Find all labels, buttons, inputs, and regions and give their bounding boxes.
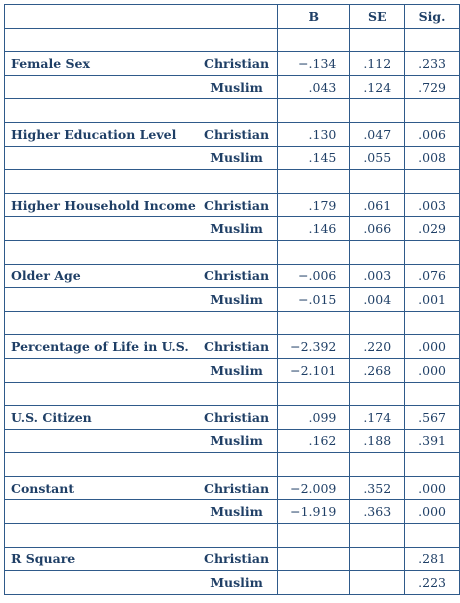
table-row xyxy=(5,571,460,595)
se-value: .061 xyxy=(350,193,405,217)
spacer-cell xyxy=(350,311,405,335)
group-label-muslim: Muslim xyxy=(196,358,278,382)
group-label-christian: Christian xyxy=(196,476,278,500)
b-value: −2.101 xyxy=(278,358,350,382)
spacer-cell-left xyxy=(5,170,278,194)
sig-value: .000 xyxy=(405,476,460,500)
spacer-row xyxy=(5,99,460,123)
variable-label-empty xyxy=(5,571,196,595)
variable-label-empty xyxy=(5,146,196,170)
spacer-cell xyxy=(350,453,405,477)
group-label-christian: Christian xyxy=(196,264,278,288)
table-row xyxy=(5,264,460,288)
sig-value: .567 xyxy=(405,406,460,430)
spacer-row xyxy=(5,453,460,477)
sig-value: .729 xyxy=(405,75,460,99)
sig-value: .000 xyxy=(405,500,460,524)
b-value: −.006 xyxy=(278,264,350,288)
spacer-row xyxy=(5,311,460,335)
spacer-cell-left xyxy=(5,524,278,548)
variable-label-empty xyxy=(5,429,196,453)
spacer-row xyxy=(5,28,460,52)
table-row xyxy=(5,217,460,241)
spacer-cell xyxy=(350,524,405,548)
group-label-muslim: Muslim xyxy=(196,146,278,170)
b-value: −1.919 xyxy=(278,500,350,524)
group-label-christian: Christian xyxy=(196,547,278,571)
spacer-cell xyxy=(278,28,350,52)
group-label-muslim: Muslim xyxy=(196,75,278,99)
variable-label: R Square xyxy=(5,547,196,571)
se-value: .047 xyxy=(350,122,405,146)
variable-label-empty xyxy=(5,217,196,241)
variable-label: Higher Education Level xyxy=(5,122,196,146)
spacer-row xyxy=(5,382,460,406)
spacer-cell xyxy=(278,524,350,548)
spacer-cell xyxy=(405,240,460,264)
se-value: .188 xyxy=(350,429,405,453)
variable-label-empty xyxy=(5,358,196,382)
spacer-cell xyxy=(405,453,460,477)
header-se: SE xyxy=(350,5,405,29)
table-row xyxy=(5,335,460,359)
spacer-cell xyxy=(278,382,350,406)
spacer-cell xyxy=(405,99,460,123)
group-label-christian: Christian xyxy=(196,52,278,76)
spacer-cell-left xyxy=(5,240,278,264)
spacer-cell-left xyxy=(5,311,278,335)
se-value: .003 xyxy=(350,264,405,288)
b-value: .179 xyxy=(278,193,350,217)
table-row xyxy=(5,406,460,430)
variable-label-empty xyxy=(5,75,196,99)
table-row xyxy=(5,547,460,571)
spacer-cell xyxy=(350,240,405,264)
regression-table-container xyxy=(4,4,460,595)
spacer-cell-left xyxy=(5,28,278,52)
sig-value: .000 xyxy=(405,358,460,382)
table-row xyxy=(5,476,460,500)
se-value: .174 xyxy=(350,406,405,430)
sig-value: .281 xyxy=(405,547,460,571)
sig-value: .006 xyxy=(405,122,460,146)
b-value: .099 xyxy=(278,406,350,430)
variable-label-empty xyxy=(5,288,196,312)
table-row xyxy=(5,358,460,382)
spacer-cell xyxy=(350,170,405,194)
table-row xyxy=(5,429,460,453)
spacer-cell xyxy=(350,382,405,406)
se-value xyxy=(350,571,405,595)
spacer-cell xyxy=(350,28,405,52)
table-row xyxy=(5,75,460,99)
spacer-cell-left xyxy=(5,453,278,477)
variable-label: Female Sex xyxy=(5,52,196,76)
table-row xyxy=(5,146,460,170)
header-row xyxy=(5,5,460,29)
sig-value: .029 xyxy=(405,217,460,241)
regression-table xyxy=(4,4,460,595)
group-label-christian: Christian xyxy=(196,406,278,430)
header-sig: Sig. xyxy=(405,5,460,29)
table-row xyxy=(5,193,460,217)
spacer-cell xyxy=(278,453,350,477)
table-row xyxy=(5,52,460,76)
se-value: .066 xyxy=(350,217,405,241)
table-row xyxy=(5,288,460,312)
b-value: .043 xyxy=(278,75,350,99)
sig-value: .223 xyxy=(405,571,460,595)
group-label-muslim: Muslim xyxy=(196,429,278,453)
sig-value: .391 xyxy=(405,429,460,453)
se-value: .268 xyxy=(350,358,405,382)
spacer-cell xyxy=(278,170,350,194)
group-label-muslim: Muslim xyxy=(196,288,278,312)
variable-label: Constant xyxy=(5,476,196,500)
se-value: .352 xyxy=(350,476,405,500)
b-value: −2.009 xyxy=(278,476,350,500)
spacer-cell xyxy=(405,382,460,406)
se-value: .112 xyxy=(350,52,405,76)
spacer-cell xyxy=(350,99,405,123)
group-label-christian: Christian xyxy=(196,122,278,146)
spacer-cell xyxy=(278,311,350,335)
variable-label: U.S. Citizen xyxy=(5,406,196,430)
spacer-row xyxy=(5,170,460,194)
sig-value: .003 xyxy=(405,193,460,217)
spacer-cell xyxy=(278,99,350,123)
b-value xyxy=(278,571,350,595)
group-label-muslim: Muslim xyxy=(196,571,278,595)
spacer-cell xyxy=(405,170,460,194)
se-value: .055 xyxy=(350,146,405,170)
b-value: −.015 xyxy=(278,288,350,312)
spacer-cell xyxy=(405,311,460,335)
spacer-cell-left xyxy=(5,99,278,123)
se-value: .220 xyxy=(350,335,405,359)
b-value xyxy=(278,547,350,571)
header-blank-cell xyxy=(5,5,278,29)
variable-label: Older Age xyxy=(5,264,196,288)
variable-label: Higher Household Income xyxy=(5,193,196,217)
b-value: .145 xyxy=(278,146,350,170)
b-value: .130 xyxy=(278,122,350,146)
group-label-muslim: Muslim xyxy=(196,500,278,524)
spacer-cell xyxy=(405,524,460,548)
sig-value: .000 xyxy=(405,335,460,359)
header-b: B xyxy=(278,5,350,29)
b-value: .162 xyxy=(278,429,350,453)
spacer-cell-left xyxy=(5,382,278,406)
se-value: .363 xyxy=(350,500,405,524)
se-value xyxy=(350,547,405,571)
sig-value: .076 xyxy=(405,264,460,288)
table-row xyxy=(5,500,460,524)
spacer-cell xyxy=(405,28,460,52)
group-label-muslim: Muslim xyxy=(196,217,278,241)
variable-label: Percentage of Life in U.S. xyxy=(5,335,196,359)
spacer-row xyxy=(5,240,460,264)
spacer-cell xyxy=(278,240,350,264)
b-value: .146 xyxy=(278,217,350,241)
sig-value: .233 xyxy=(405,52,460,76)
group-label-christian: Christian xyxy=(196,335,278,359)
group-label-christian: Christian xyxy=(196,193,278,217)
sig-value: .001 xyxy=(405,288,460,312)
table-row xyxy=(5,122,460,146)
sig-value: .008 xyxy=(405,146,460,170)
se-value: .124 xyxy=(350,75,405,99)
spacer-row xyxy=(5,524,460,548)
variable-label-empty xyxy=(5,500,196,524)
b-value: −2.392 xyxy=(278,335,350,359)
b-value: −.134 xyxy=(278,52,350,76)
se-value: .004 xyxy=(350,288,405,312)
